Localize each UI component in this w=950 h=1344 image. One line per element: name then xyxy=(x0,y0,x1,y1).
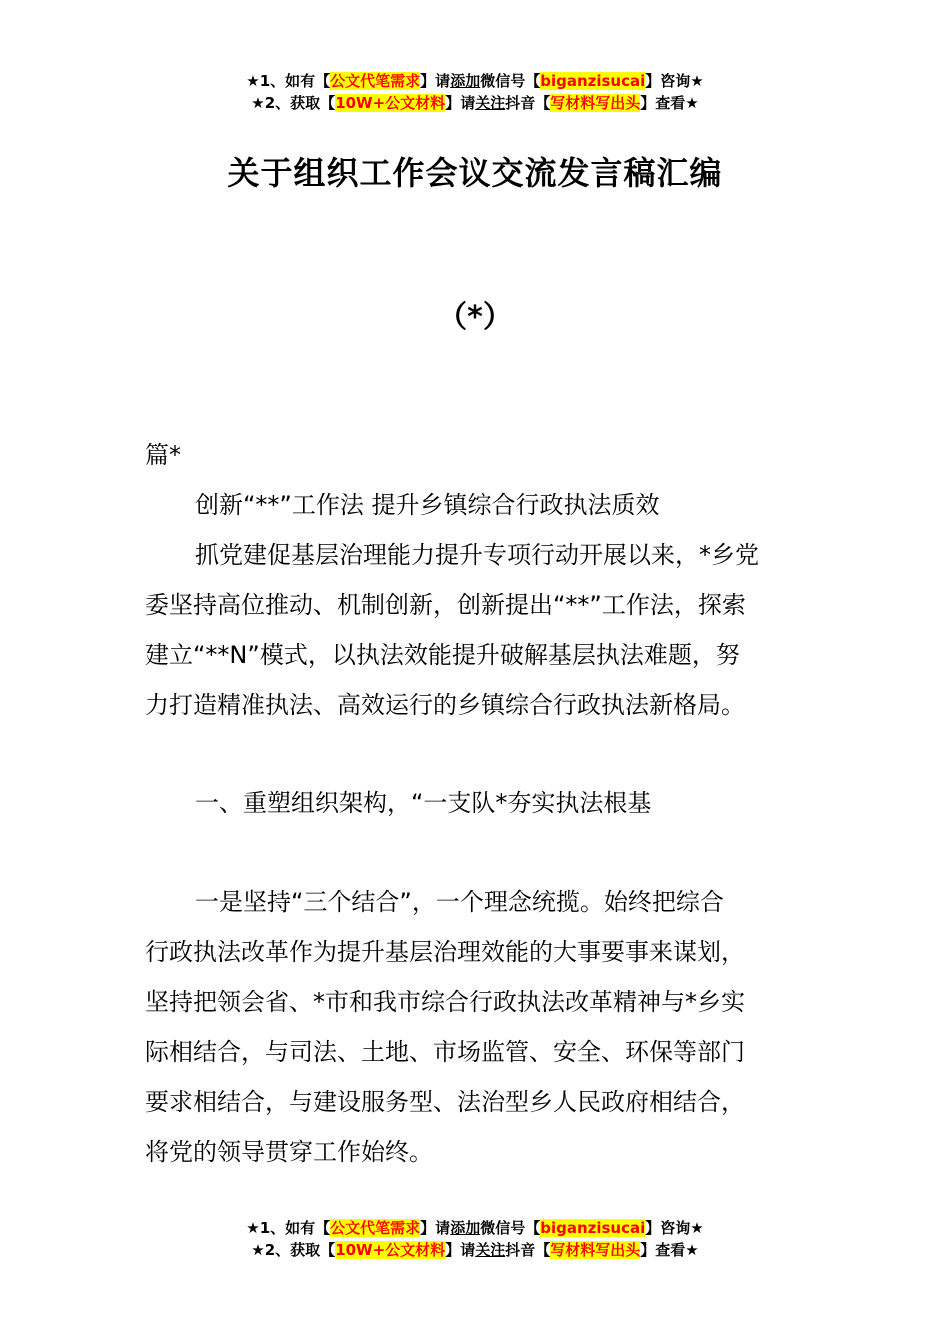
ad-text: ★2、获取【 xyxy=(251,94,336,112)
ad-text: 】请 xyxy=(420,72,451,90)
ad-line-1 xyxy=(0,1217,950,1239)
paragraph-line: 建立“**N”模式，以执法效能提升破解基层执法难题，努 xyxy=(145,641,740,669)
paragraph-line: 坚持把领会省、*市和我市综合行政执法改革精神与*乡实 xyxy=(145,988,745,1016)
ad-text: 】咨询★ xyxy=(645,72,704,90)
ad-text: 】查看★ xyxy=(640,94,699,112)
section-label: 篇* xyxy=(145,441,181,469)
section-heading: 一、重塑组织架构，“一支队*夯实执法根基 xyxy=(195,789,652,817)
paragraph-line: 将党的领导贯穿工作始终。 xyxy=(145,1138,433,1166)
ad-highlight: 写材料写出头 xyxy=(550,1241,641,1259)
ad-line-2 xyxy=(0,1239,950,1261)
paragraph-line: 际相结合，与司法、土地、市场监管、安全、环保等部门 xyxy=(145,1038,745,1066)
ad-underline: 关注 xyxy=(475,94,506,112)
ad-highlight: 写材料写出头 xyxy=(550,94,641,112)
ad-text: 】请 xyxy=(420,1219,451,1237)
ad-text: 抖音【 xyxy=(505,94,551,112)
document-subtitle: （*） xyxy=(437,300,513,335)
paragraph-line: 抓党建促基层治理能力提升专项行动开展以来，*乡党 xyxy=(195,541,759,569)
ad-text: 】查看★ xyxy=(640,1241,699,1259)
ad-text: 微信号【 xyxy=(480,72,541,90)
ad-line-1 xyxy=(0,70,950,92)
paragraph-line: 行政执法改革作为提升基层治理效能的大事要事来谋划， xyxy=(145,938,745,966)
paragraph-line: 一是坚持“三个结合”，一个理念统揽。始终把综合 xyxy=(195,888,724,916)
ad-highlight: 10W+公文材料 xyxy=(335,1241,446,1259)
ad-banner-top xyxy=(0,70,950,114)
paragraph-line: 委坚持高位推动、机制创新，创新提出“**”工作法，探索 xyxy=(145,591,746,619)
ad-underline: 添加 xyxy=(450,1219,481,1237)
document-title: 关于组织工作会议交流发言稿汇编 xyxy=(227,154,723,192)
ad-highlight: 公文代笔需求 xyxy=(330,1219,421,1237)
ad-underline: 关注 xyxy=(475,1241,506,1259)
ad-highlight: biganzisucai xyxy=(540,72,646,90)
paragraph-line: 要求相结合，与建设服务型、法治型乡人民政府相结合， xyxy=(145,1088,745,1116)
ad-text: 抖音【 xyxy=(505,1241,551,1259)
ad-underline: 添加 xyxy=(450,72,481,90)
ad-text: 】请 xyxy=(445,94,476,112)
ad-highlight: biganzisucai xyxy=(540,1219,646,1237)
paragraph-line: 力打造精准执法、高效运行的乡镇综合行政执法新格局。 xyxy=(145,691,745,719)
ad-text: 】请 xyxy=(445,1241,476,1259)
article-heading: 创新“**”工作法 提升乡镇综合行政执法质效 xyxy=(195,491,660,519)
ad-text: 微信号【 xyxy=(480,1219,541,1237)
ad-line-2 xyxy=(0,92,950,114)
ad-banner-bottom xyxy=(0,1217,950,1261)
ad-text: ★1、如有【 xyxy=(246,72,331,90)
ad-text: ★1、如有【 xyxy=(246,1219,331,1237)
ad-text: 】咨询★ xyxy=(645,1219,704,1237)
ad-highlight: 10W+公文材料 xyxy=(335,94,446,112)
ad-text: ★2、获取【 xyxy=(251,1241,336,1259)
ad-highlight: 公文代笔需求 xyxy=(330,72,421,90)
